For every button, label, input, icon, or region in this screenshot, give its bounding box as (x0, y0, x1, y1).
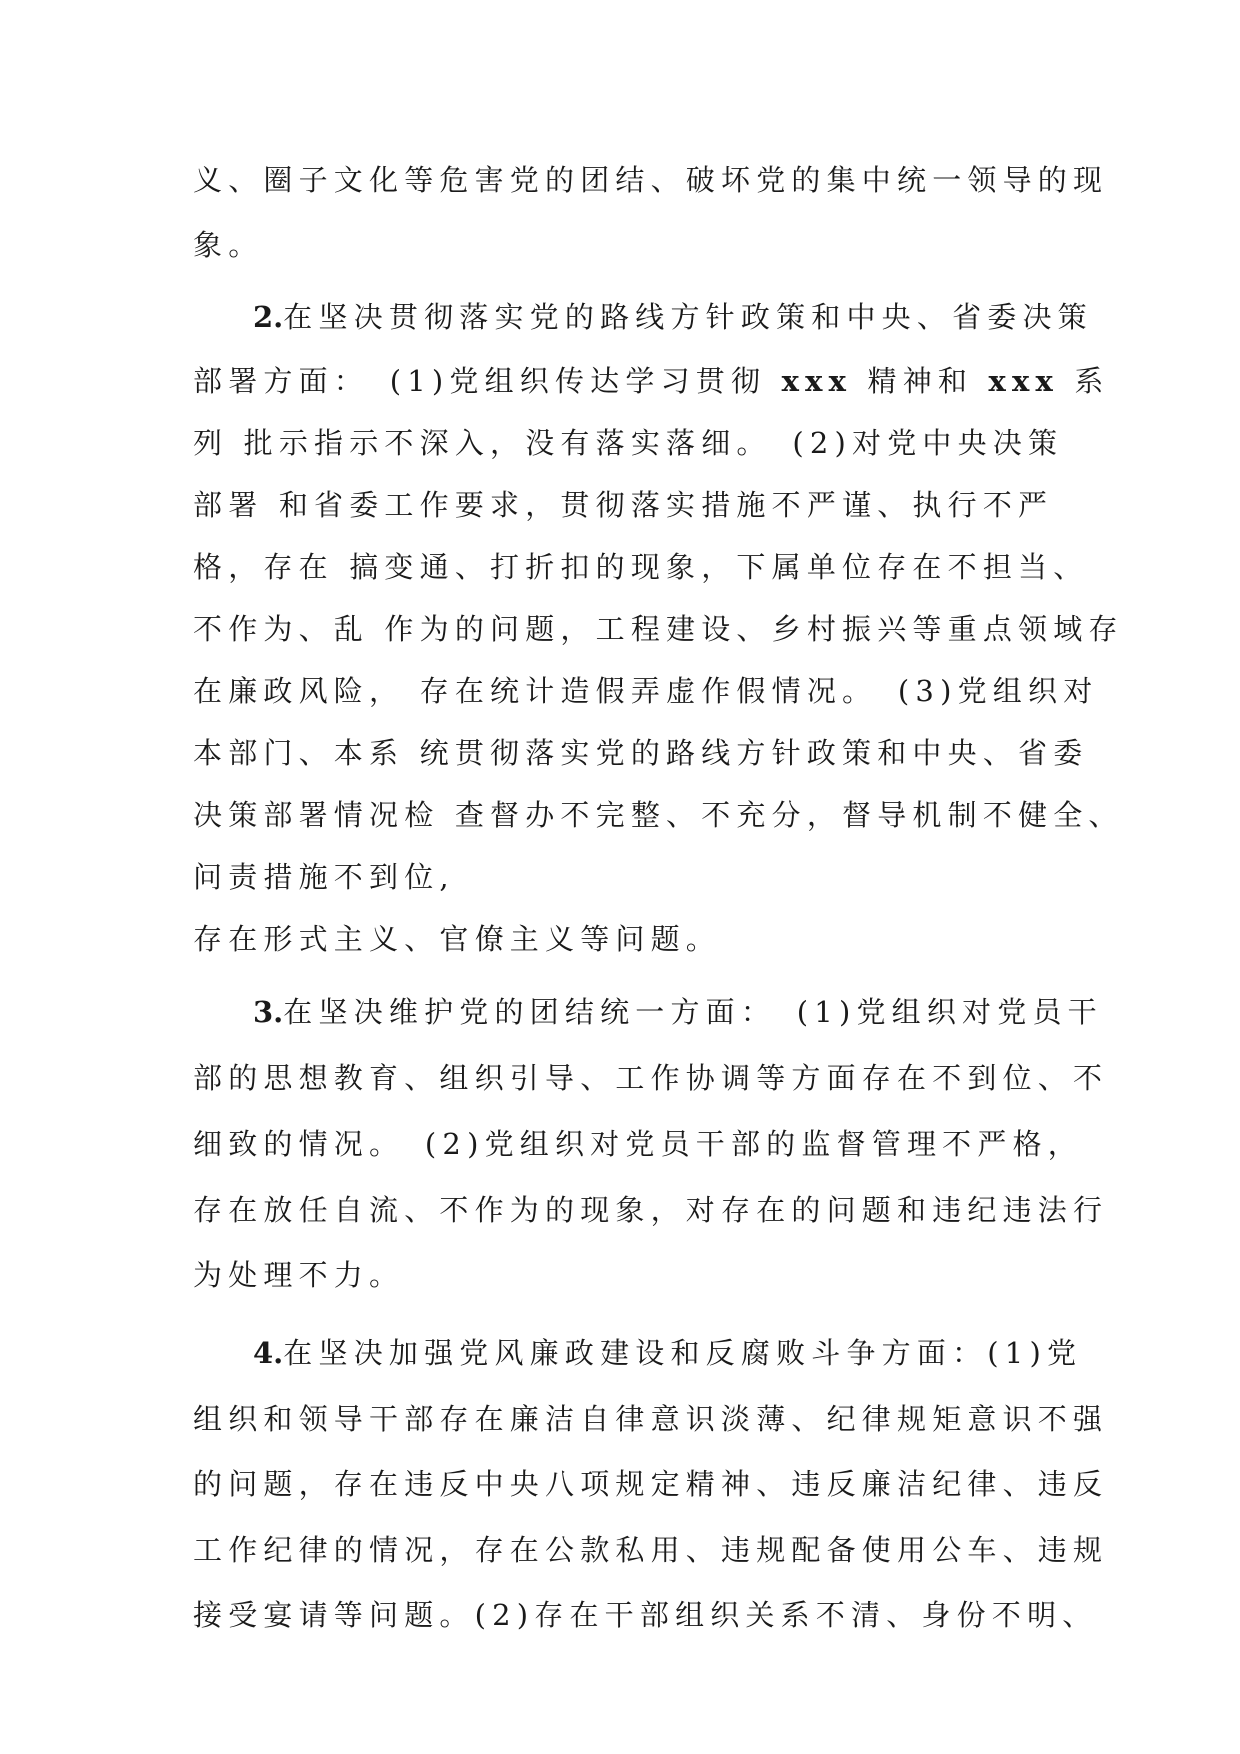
text-span: 系 (1058, 364, 1110, 398)
placeholder-text: xxx (781, 364, 853, 398)
text-line: 不作为、乱 作为的问题，工程建设、乡村振兴等重点领域存 (193, 612, 1124, 646)
text-span: 在坚决加强党风廉政建设和反腐败斗争方面：(1)党 (283, 1336, 1083, 1370)
text-line: 在廉政风险， 存在统计造假弄虚作假情况。 (3)党组织对 (193, 674, 1099, 708)
text-line: 工作纪律的情况，存在公款私用、违规配备使用公车、违规 (193, 1533, 1109, 1567)
paragraph-number: 2. (253, 300, 284, 334)
text-line: 存在形式主义、官僚主义等问题。 (193, 922, 722, 956)
text-line: 组织和领导干部存在廉洁自律意识淡薄、纪律规矩意识不强 (193, 1402, 1109, 1436)
text-line: 象。 (193, 228, 264, 262)
placeholder-text: xxx (988, 364, 1059, 398)
text-line: 细致的情况。 (2)党组织对党员干部的监督管理不严格， (193, 1127, 1083, 1161)
text-line (253, 1333, 1082, 1373)
text-line: 存在放任自流、不作为的现象，对存在的问题和违纪违法行 (193, 1193, 1109, 1227)
text-span: 在坚决贯彻落实党的路线方针政策和中央、省委决策 (283, 300, 1093, 334)
text-line: 为处理不力。 (193, 1258, 405, 1292)
paragraph-number: 4. (253, 1336, 284, 1370)
paragraph-number: 3. (253, 995, 284, 1029)
text-line: 义、圈子文化等危害党的团结、破坏党的集中统一领导的现 (193, 163, 1109, 197)
text-line: 接受宴请等问题。(2)存在干部组织关系不清、身份不明、 (193, 1598, 1098, 1632)
text-line: 本部门、本系 统贯彻落实党的路线方针政策和中央、省委 (193, 736, 1089, 770)
text-line: 列 批示指示不深入，没有落实落细。 (2)对党中央决策 (193, 426, 1064, 460)
text-line: 部署 和省委工作要求，贯彻落实措施不严谨、执行不严 (193, 488, 1054, 522)
text-line (193, 361, 1110, 401)
text-line: 决策部署情况检 查督办不完整、不充分，督导机制不健全、 (193, 798, 1124, 832)
text-line: 格，存在 搞变通、打折扣的现象，下属单位存在不担当、 (193, 550, 1089, 584)
text-line: 部的思想教育、组织引导、工作协调等方面存在不到位、不 (193, 1061, 1109, 1095)
text-span: 部署方面： (1)党组织传达学习贯彻 (193, 364, 782, 398)
text-line: 的问题，存在违反中央八项规定精神、违反廉洁纪律、违反 (193, 1467, 1109, 1501)
text-line: 问责措施不到位, (193, 860, 455, 894)
text-span: 在坚决维护党的团结统一方面： (1)党组织对党员干 (283, 995, 1103, 1029)
text-line (253, 297, 1093, 337)
text-span: 精神和 (852, 364, 989, 398)
text-line (253, 992, 1103, 1032)
